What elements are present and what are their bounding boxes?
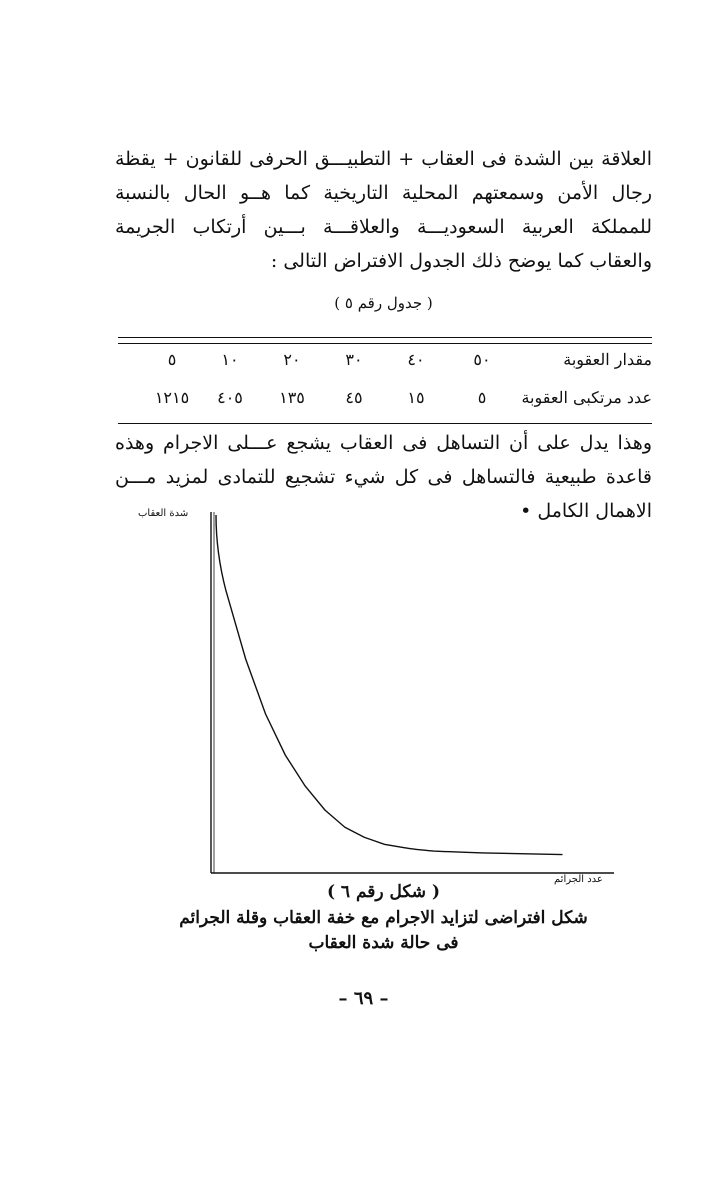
table-title: ( جدول رقم ٥ ) bbox=[334, 294, 433, 312]
decay-curve bbox=[216, 515, 563, 855]
page-number: – ٦٩ – bbox=[338, 988, 389, 1009]
y-axis-label: شدة العقاب bbox=[138, 508, 189, 519]
x-axis-label: عدد الجرائم bbox=[554, 874, 603, 885]
figure-caption-line1: شكل افتراضى لتزايد الاجرام مع خفة العقاب وقلة الجرائم bbox=[179, 908, 588, 928]
table-cell: ١٠ bbox=[221, 350, 239, 369]
table-cell: ٤٠٥ bbox=[217, 388, 243, 407]
table-cell: ١٢١٥ bbox=[154, 388, 190, 407]
figure-caption-line2: فى حالة شدة العقاب bbox=[308, 933, 459, 953]
table-cell: ٢٠ bbox=[283, 350, 301, 369]
row-header: عدد مرتكبى العقوبة bbox=[521, 388, 652, 407]
table-cell: ٣٠ bbox=[345, 350, 363, 369]
row-header: مقدار العقوبة bbox=[563, 350, 652, 369]
table-cell: ٤٠ bbox=[407, 350, 425, 369]
intro-paragraph: العلاقة بين الشدة فى العقاب + التطبيـــق الحرفى للقانون + يقظة رجال الأمن وسمعتهم المحلية التاريخية كما هــو الحال بالنسبة للمملكة العربية السعوديـــة والعلاقـــة بـــين أرتكاب الجريمة والعقاب كما يوضح ذلك الجدول الافتراض التالى : bbox=[115, 148, 652, 272]
conclusion-paragraph: وهذا يدل على أن التساهل فى العقاب يشجع عـــلى الاجرام وهذه قاعدة طبيعية فالتساهل فى كل شيء تشجيع للتمادى لمزيد مـــن الاهمال الكامل • bbox=[115, 432, 652, 522]
table-cell: ٤٥ bbox=[345, 388, 363, 407]
series-layer bbox=[216, 515, 563, 855]
table-cell: ٥ bbox=[477, 388, 487, 407]
table-cell: ١٣٥ bbox=[279, 388, 305, 407]
table-cell: ٥ bbox=[167, 350, 177, 369]
figure-number: ( شكل رقم ٦ ) bbox=[326, 882, 441, 902]
table-cell: ٥٠ bbox=[473, 350, 491, 369]
table-cell: ١٥ bbox=[407, 388, 425, 407]
